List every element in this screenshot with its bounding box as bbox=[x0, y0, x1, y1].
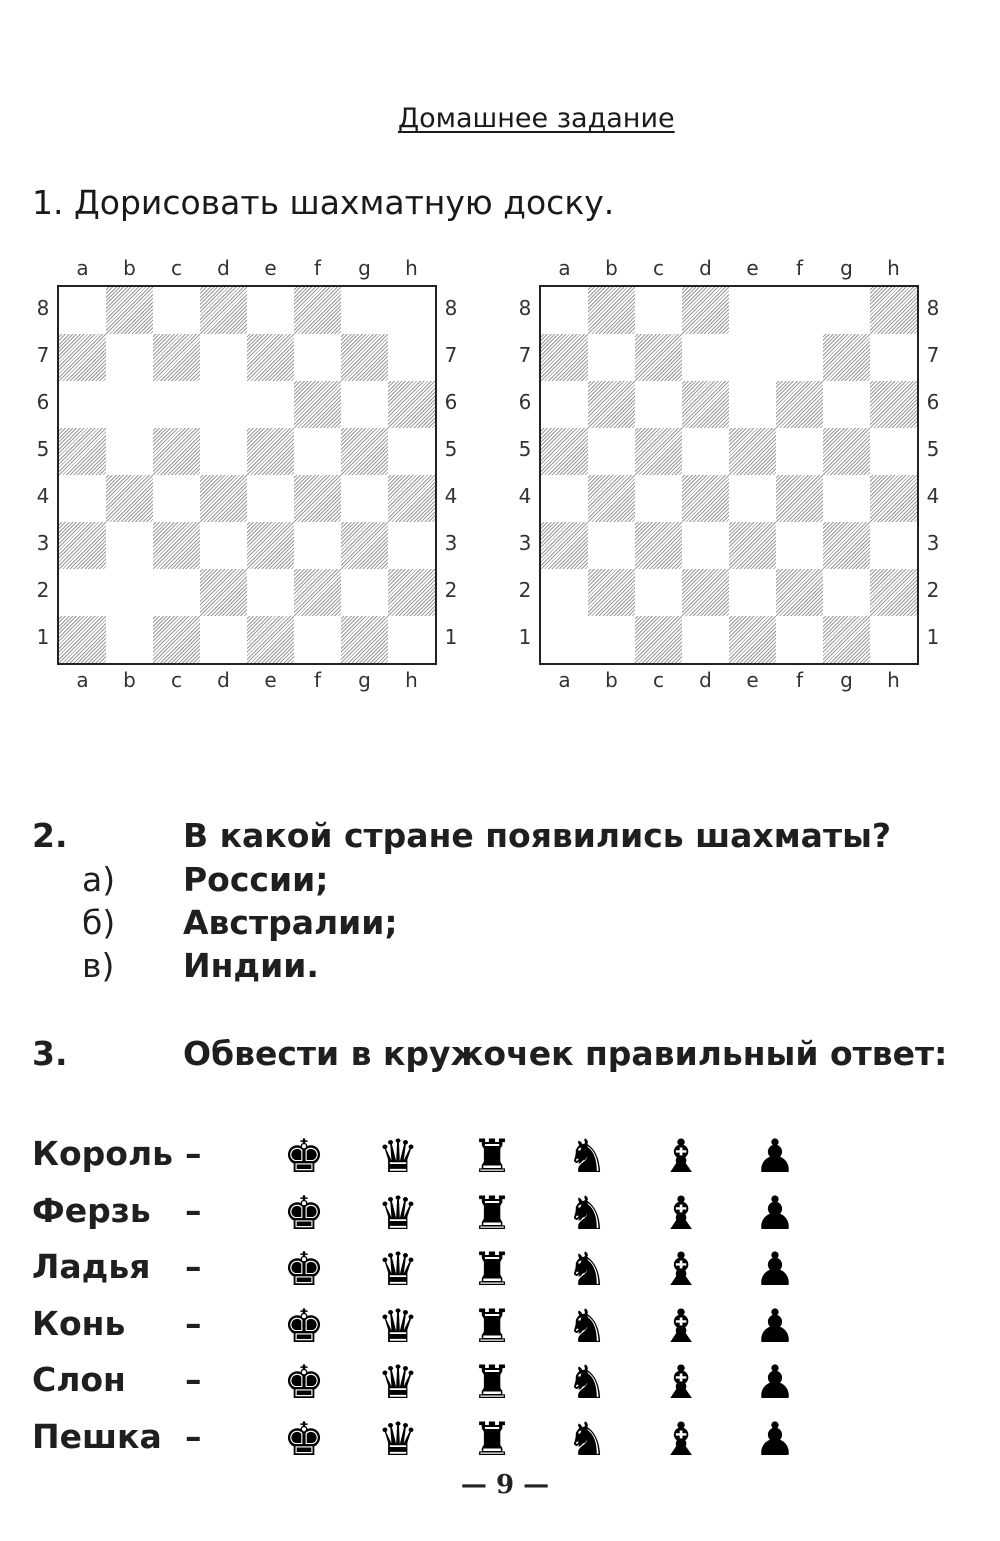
knight-icon[interactable]: ♞ bbox=[566, 1298, 608, 1353]
rank-label-left-4: 4 bbox=[36, 484, 50, 508]
piece-row-2 bbox=[0, 1242, 1000, 1303]
pawn-icon[interactable]: ♟ bbox=[754, 1298, 796, 1353]
rank-label-left-8: 8 bbox=[36, 296, 50, 320]
task3-number: 3. bbox=[32, 1034, 68, 1073]
square-b4[interactable] bbox=[588, 475, 635, 522]
square-c8[interactable] bbox=[635, 287, 682, 334]
dash-separator: – bbox=[185, 1416, 202, 1456]
square-h2[interactable] bbox=[388, 569, 435, 616]
file-label-bottom-h: h bbox=[887, 668, 900, 692]
board-right bbox=[512, 252, 940, 702]
square-b3[interactable] bbox=[588, 522, 635, 569]
square-c2[interactable] bbox=[635, 569, 682, 616]
square-d6[interactable] bbox=[682, 381, 729, 428]
king-icon[interactable]: ♚ bbox=[283, 1185, 325, 1240]
square-d4[interactable] bbox=[682, 475, 729, 522]
piece-row-4 bbox=[0, 1355, 1000, 1416]
square-h8[interactable] bbox=[388, 287, 435, 334]
square-b7[interactable] bbox=[588, 334, 635, 381]
rank-label-left-7: 7 bbox=[36, 343, 50, 367]
square-a7[interactable] bbox=[59, 334, 106, 381]
square-c7[interactable] bbox=[153, 334, 200, 381]
square-g7[interactable] bbox=[823, 334, 870, 381]
dash-separator: – bbox=[185, 1360, 202, 1399]
rank-label-left-1: 1 bbox=[518, 625, 532, 649]
rank-label-left-5: 5 bbox=[518, 437, 532, 461]
square-e5[interactable] bbox=[729, 428, 776, 475]
rank-label-left-8: 8 bbox=[518, 296, 532, 320]
square-d8[interactable] bbox=[200, 287, 247, 334]
square-g2[interactable] bbox=[823, 569, 870, 616]
file-label-bottom-c: c bbox=[171, 668, 182, 692]
bishop-icon[interactable]: ♝ bbox=[660, 1185, 702, 1240]
rook-icon[interactable]: ♜ bbox=[471, 1298, 513, 1353]
rank-label-left-4: 4 bbox=[518, 484, 532, 508]
square-c6[interactable] bbox=[153, 381, 200, 428]
square-h6[interactable] bbox=[388, 381, 435, 428]
queen-icon[interactable]: ♛ bbox=[377, 1185, 419, 1240]
square-a7[interactable] bbox=[541, 334, 588, 381]
square-b8[interactable] bbox=[106, 287, 153, 334]
piece-row-3 bbox=[0, 1298, 1000, 1360]
bishop-icon[interactable]: ♝ bbox=[660, 1129, 702, 1183]
rook-icon[interactable]: ♜ bbox=[471, 1129, 513, 1183]
square-d8[interactable] bbox=[682, 287, 729, 334]
square-h8[interactable] bbox=[870, 287, 917, 334]
file-label-top-b: b bbox=[605, 256, 618, 280]
knight-icon[interactable]: ♞ bbox=[566, 1355, 608, 1409]
rank-label-right-6: 6 bbox=[444, 390, 458, 414]
square-g1[interactable] bbox=[823, 616, 870, 663]
square-d6[interactable] bbox=[200, 381, 247, 428]
square-b5[interactable] bbox=[106, 428, 153, 475]
square-d5[interactable] bbox=[682, 428, 729, 475]
knight-icon[interactable]: ♞ bbox=[566, 1411, 608, 1466]
square-a6[interactable] bbox=[541, 381, 588, 428]
square-c4[interactable] bbox=[635, 475, 682, 522]
square-a5[interactable] bbox=[541, 428, 588, 475]
rank-label-right-6: 6 bbox=[926, 390, 940, 414]
square-a6[interactable] bbox=[59, 381, 106, 428]
square-d2[interactable] bbox=[200, 569, 247, 616]
task3-question: Обвести в кружочек правильный ответ: bbox=[183, 1034, 948, 1073]
square-a1[interactable] bbox=[541, 616, 588, 663]
square-g8[interactable] bbox=[341, 287, 388, 334]
square-f3[interactable] bbox=[776, 522, 823, 569]
square-h1[interactable] bbox=[870, 616, 917, 663]
square-b2[interactable] bbox=[106, 569, 153, 616]
square-d3[interactable] bbox=[682, 522, 729, 569]
square-g6[interactable] bbox=[341, 381, 388, 428]
square-h5[interactable] bbox=[870, 428, 917, 475]
task2-option-a[interactable]: России; bbox=[183, 860, 329, 899]
pawn-icon[interactable]: ♟ bbox=[754, 1355, 796, 1409]
queen-icon[interactable]: ♛ bbox=[377, 1411, 419, 1466]
square-c8[interactable] bbox=[153, 287, 200, 334]
file-label-bottom-g: g bbox=[840, 668, 853, 692]
page-number: — 9 — bbox=[460, 1470, 550, 1500]
square-g3[interactable] bbox=[341, 522, 388, 569]
dash-separator: – bbox=[185, 1303, 202, 1343]
king-icon[interactable]: ♚ bbox=[283, 1298, 325, 1353]
bishop-icon[interactable]: ♝ bbox=[660, 1298, 702, 1353]
king-icon[interactable]: ♚ bbox=[283, 1129, 325, 1183]
square-b1[interactable] bbox=[588, 616, 635, 663]
file-label-bottom-f: f bbox=[795, 668, 804, 692]
file-label-bottom-h: h bbox=[405, 668, 418, 692]
rank-label-right-5: 5 bbox=[926, 437, 940, 461]
square-e5[interactable] bbox=[247, 428, 294, 475]
rank-label-right-8: 8 bbox=[444, 296, 458, 320]
task2-option-a-letter: а) bbox=[82, 860, 116, 899]
queen-icon[interactable]: ♛ bbox=[377, 1298, 419, 1353]
square-a2[interactable] bbox=[541, 569, 588, 616]
task2-number: 2. bbox=[32, 816, 68, 855]
square-g7[interactable] bbox=[341, 334, 388, 381]
square-h4[interactable] bbox=[388, 475, 435, 522]
square-h5[interactable] bbox=[388, 428, 435, 475]
rank-label-right-1: 1 bbox=[926, 625, 940, 649]
file-label-bottom-f: f bbox=[313, 668, 322, 692]
square-e8[interactable] bbox=[729, 287, 776, 334]
piece-row-5 bbox=[0, 1411, 1000, 1473]
square-b6[interactable] bbox=[588, 381, 635, 428]
square-c7[interactable] bbox=[635, 334, 682, 381]
rook-icon[interactable]: ♜ bbox=[471, 1355, 513, 1409]
file-label-top-d: d bbox=[217, 256, 230, 280]
square-b5[interactable] bbox=[588, 428, 635, 475]
file-label-top-e: e bbox=[264, 256, 277, 280]
piece-name-label: Король bbox=[32, 1134, 173, 1173]
knight-icon[interactable]: ♞ bbox=[566, 1242, 608, 1296]
rank-label-right-3: 3 bbox=[444, 531, 458, 555]
square-e2[interactable] bbox=[729, 569, 776, 616]
square-f5[interactable] bbox=[294, 428, 341, 475]
file-label-bottom-b: b bbox=[605, 668, 618, 692]
file-label-top-c: c bbox=[171, 256, 182, 280]
square-d5[interactable] bbox=[200, 428, 247, 475]
rank-label-right-1: 1 bbox=[444, 625, 458, 649]
piece-row-0 bbox=[0, 1129, 1000, 1190]
task2-option-b[interactable]: Австралии; bbox=[183, 903, 398, 942]
square-a5[interactable] bbox=[59, 428, 106, 475]
file-label-top-h: h bbox=[887, 256, 900, 280]
square-f1[interactable] bbox=[776, 616, 823, 663]
square-e3[interactable] bbox=[729, 522, 776, 569]
square-g1[interactable] bbox=[341, 616, 388, 663]
dash-separator: – bbox=[185, 1190, 202, 1230]
square-c5[interactable] bbox=[635, 428, 682, 475]
rank-label-left-3: 3 bbox=[36, 531, 50, 555]
square-c3[interactable] bbox=[635, 522, 682, 569]
square-f6[interactable] bbox=[776, 381, 823, 428]
square-h3[interactable] bbox=[388, 522, 435, 569]
king-icon[interactable]: ♚ bbox=[283, 1355, 325, 1409]
pawn-icon[interactable]: ♟ bbox=[754, 1185, 796, 1240]
rook-icon[interactable]: ♜ bbox=[471, 1185, 513, 1240]
file-label-bottom-g: g bbox=[358, 668, 371, 692]
piece-name-label: Ладья bbox=[32, 1247, 151, 1286]
queen-icon[interactable]: ♛ bbox=[377, 1129, 419, 1183]
rank-label-left-7: 7 bbox=[518, 343, 532, 367]
square-a3[interactable] bbox=[541, 522, 588, 569]
board-left bbox=[30, 252, 458, 702]
king-icon[interactable]: ♚ bbox=[283, 1411, 325, 1466]
piece-name-label: Пешка bbox=[32, 1416, 162, 1456]
file-label-top-g: g bbox=[840, 256, 853, 280]
file-label-top-b: b bbox=[123, 256, 136, 280]
square-h7[interactable] bbox=[388, 334, 435, 381]
square-e7[interactable] bbox=[729, 334, 776, 381]
square-e6[interactable] bbox=[729, 381, 776, 428]
square-d7[interactable] bbox=[682, 334, 729, 381]
square-a8[interactable] bbox=[541, 287, 588, 334]
square-f5[interactable] bbox=[776, 428, 823, 475]
rank-label-right-5: 5 bbox=[444, 437, 458, 461]
knight-icon[interactable]: ♞ bbox=[566, 1185, 608, 1240]
square-c1[interactable] bbox=[635, 616, 682, 663]
pawn-icon[interactable]: ♟ bbox=[754, 1411, 796, 1466]
file-label-top-f: f bbox=[313, 256, 322, 280]
pawn-icon[interactable]: ♟ bbox=[754, 1242, 796, 1296]
rank-label-right-8: 8 bbox=[926, 296, 940, 320]
page-heading: Домашнее задание bbox=[398, 103, 675, 134]
rank-label-right-3: 3 bbox=[926, 531, 940, 555]
square-d3[interactable] bbox=[200, 522, 247, 569]
square-f4[interactable] bbox=[294, 475, 341, 522]
square-f7[interactable] bbox=[776, 334, 823, 381]
square-f1[interactable] bbox=[294, 616, 341, 663]
file-label-bottom-a: a bbox=[558, 668, 571, 692]
piece-name-label: Слон bbox=[32, 1360, 126, 1399]
rank-label-right-2: 2 bbox=[926, 578, 940, 602]
file-label-top-c: c bbox=[653, 256, 664, 280]
square-c2[interactable] bbox=[153, 569, 200, 616]
square-h7[interactable] bbox=[870, 334, 917, 381]
file-label-top-e: e bbox=[746, 256, 759, 280]
file-label-bottom-e: e bbox=[746, 668, 759, 692]
file-label-top-d: d bbox=[699, 256, 712, 280]
square-g8[interactable] bbox=[823, 287, 870, 334]
queen-icon[interactable]: ♛ bbox=[377, 1242, 419, 1296]
square-b4[interactable] bbox=[106, 475, 153, 522]
piece-name-label: Конь bbox=[32, 1303, 126, 1343]
rank-label-left-5: 5 bbox=[36, 437, 50, 461]
square-g3[interactable] bbox=[823, 522, 870, 569]
square-a8[interactable] bbox=[59, 287, 106, 334]
square-g6[interactable] bbox=[823, 381, 870, 428]
square-b8[interactable] bbox=[588, 287, 635, 334]
rank-label-left-6: 6 bbox=[518, 390, 532, 414]
file-label-bottom-e: e bbox=[264, 668, 277, 692]
square-b7[interactable] bbox=[106, 334, 153, 381]
knight-icon[interactable]: ♞ bbox=[566, 1129, 608, 1183]
rank-label-right-7: 7 bbox=[926, 343, 940, 367]
file-label-bottom-a: a bbox=[76, 668, 89, 692]
file-label-top-a: a bbox=[76, 256, 89, 280]
file-label-bottom-c: c bbox=[653, 668, 664, 692]
task1-title: 1. Дорисовать шахматную доску. bbox=[32, 183, 615, 222]
square-d2[interactable] bbox=[682, 569, 729, 616]
square-d1[interactable] bbox=[200, 616, 247, 663]
square-d7[interactable] bbox=[200, 334, 247, 381]
file-label-top-f: f bbox=[795, 256, 804, 280]
piece-row-1 bbox=[0, 1185, 1000, 1247]
square-e8[interactable] bbox=[247, 287, 294, 334]
square-e6[interactable] bbox=[247, 381, 294, 428]
square-f2[interactable] bbox=[294, 569, 341, 616]
task2-question: В какой стране появились шахматы? bbox=[183, 816, 892, 855]
file-label-bottom-d: d bbox=[699, 668, 712, 692]
square-g4[interactable] bbox=[823, 475, 870, 522]
pawn-icon[interactable]: ♟ bbox=[754, 1129, 796, 1183]
chess-board-grid[interactable] bbox=[57, 285, 437, 665]
square-g4[interactable] bbox=[341, 475, 388, 522]
square-h1[interactable] bbox=[388, 616, 435, 663]
rank-label-right-4: 4 bbox=[444, 484, 458, 508]
square-f6[interactable] bbox=[294, 381, 341, 428]
file-label-bottom-b: b bbox=[123, 668, 136, 692]
square-c1[interactable] bbox=[153, 616, 200, 663]
rank-label-left-3: 3 bbox=[518, 531, 532, 555]
bishop-icon[interactable]: ♝ bbox=[660, 1411, 702, 1466]
file-label-top-g: g bbox=[358, 256, 371, 280]
square-h2[interactable] bbox=[870, 569, 917, 616]
square-d4[interactable] bbox=[200, 475, 247, 522]
rank-label-left-1: 1 bbox=[36, 625, 50, 649]
piece-name-label: Ферзь bbox=[32, 1190, 151, 1230]
square-h6[interactable] bbox=[870, 381, 917, 428]
square-b2[interactable] bbox=[588, 569, 635, 616]
task2-option-b-letter: б) bbox=[82, 903, 116, 942]
rook-icon[interactable]: ♜ bbox=[471, 1411, 513, 1466]
square-f4[interactable] bbox=[776, 475, 823, 522]
rank-label-left-2: 2 bbox=[36, 578, 50, 602]
rank-label-right-2: 2 bbox=[444, 578, 458, 602]
square-f8[interactable] bbox=[776, 287, 823, 334]
square-c4[interactable] bbox=[153, 475, 200, 522]
square-e4[interactable] bbox=[247, 475, 294, 522]
dash-separator: – bbox=[185, 1247, 202, 1286]
task2-option-c[interactable]: Индии. bbox=[183, 946, 319, 985]
square-h3[interactable] bbox=[870, 522, 917, 569]
task2-option-c-letter: в) bbox=[82, 946, 115, 985]
square-f2[interactable] bbox=[776, 569, 823, 616]
square-g2[interactable] bbox=[341, 569, 388, 616]
rank-label-right-4: 4 bbox=[926, 484, 940, 508]
file-label-top-h: h bbox=[405, 256, 418, 280]
square-g5[interactable] bbox=[823, 428, 870, 475]
square-a2[interactable] bbox=[59, 569, 106, 616]
square-e2[interactable] bbox=[247, 569, 294, 616]
square-f8[interactable] bbox=[294, 287, 341, 334]
square-a4[interactable] bbox=[59, 475, 106, 522]
square-a1[interactable] bbox=[59, 616, 106, 663]
square-b1[interactable] bbox=[106, 616, 153, 663]
square-e1[interactable] bbox=[247, 616, 294, 663]
bishop-icon[interactable]: ♝ bbox=[660, 1242, 702, 1296]
bishop-icon[interactable]: ♝ bbox=[660, 1355, 702, 1409]
square-e7[interactable] bbox=[247, 334, 294, 381]
file-label-top-a: a bbox=[558, 256, 571, 280]
file-label-bottom-d: d bbox=[217, 668, 230, 692]
square-a4[interactable] bbox=[541, 475, 588, 522]
square-h4[interactable] bbox=[870, 475, 917, 522]
chess-board-grid[interactable] bbox=[539, 285, 919, 665]
square-c3[interactable] bbox=[153, 522, 200, 569]
rank-label-right-7: 7 bbox=[444, 343, 458, 367]
square-c5[interactable] bbox=[153, 428, 200, 475]
square-g5[interactable] bbox=[341, 428, 388, 475]
queen-icon[interactable]: ♛ bbox=[377, 1355, 419, 1409]
square-e3[interactable] bbox=[247, 522, 294, 569]
dash-separator: – bbox=[185, 1134, 202, 1173]
square-f7[interactable] bbox=[294, 334, 341, 381]
square-b6[interactable] bbox=[106, 381, 153, 428]
square-b3[interactable] bbox=[106, 522, 153, 569]
square-e1[interactable] bbox=[729, 616, 776, 663]
square-c6[interactable] bbox=[635, 381, 682, 428]
rank-label-left-2: 2 bbox=[518, 578, 532, 602]
rank-label-left-6: 6 bbox=[36, 390, 50, 414]
square-d1[interactable] bbox=[682, 616, 729, 663]
king-icon[interactable]: ♚ bbox=[283, 1242, 325, 1296]
square-a3[interactable] bbox=[59, 522, 106, 569]
square-f3[interactable] bbox=[294, 522, 341, 569]
rook-icon[interactable]: ♜ bbox=[471, 1242, 513, 1296]
square-e4[interactable] bbox=[729, 475, 776, 522]
